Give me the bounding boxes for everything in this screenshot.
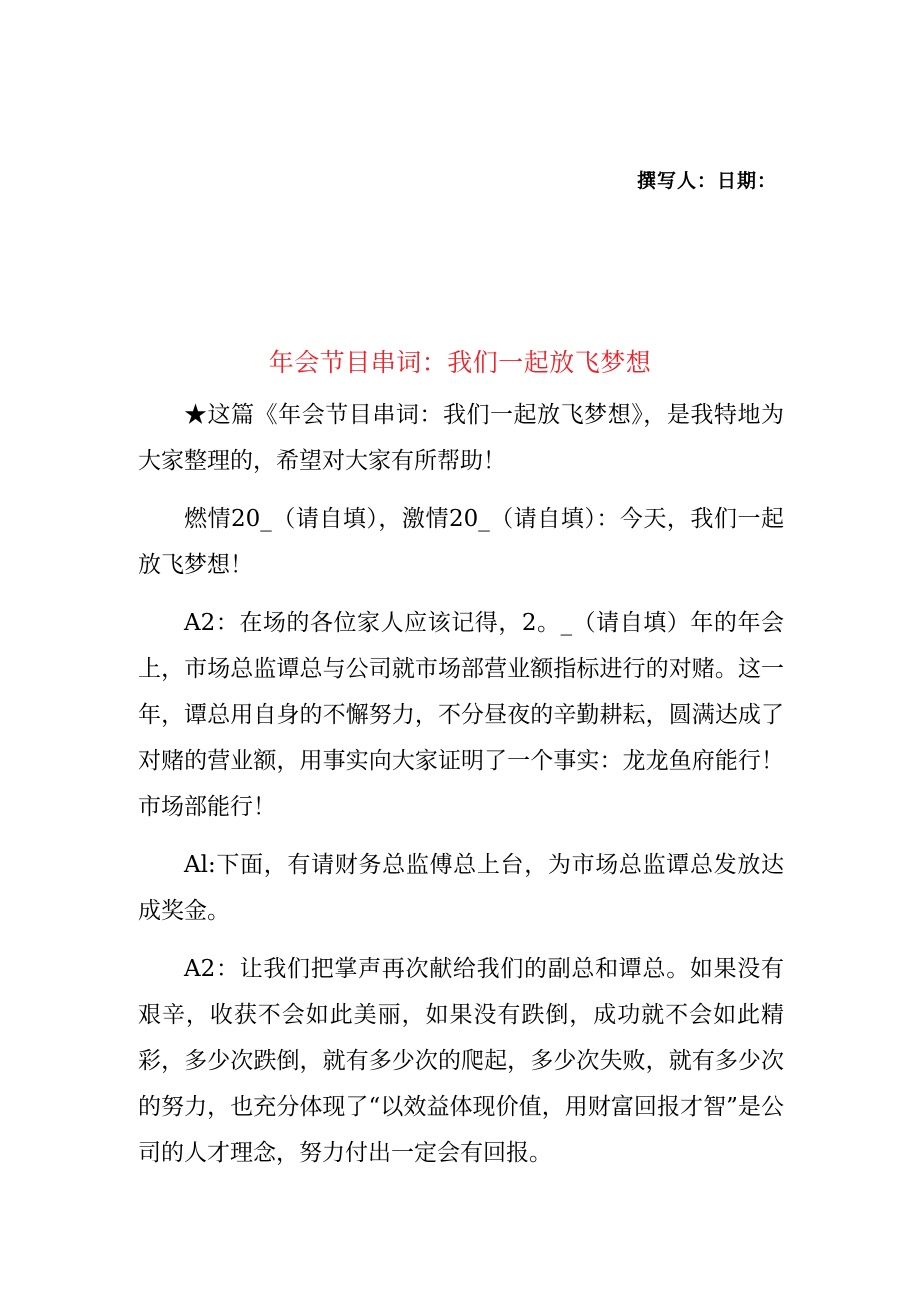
paragraph-a2-bet: A2：在场的各位家人应该记得，2。_（请自填）年的年会上，市场总监谭总与公司就市场部营业额指标进行的对赌。这一年，谭总用自身的不懈努力，不分昼夜的辛勤耕耘，圆满达成了对赌的营业额，用事实向大家证明了一个事实：龙龙鱼府能行！市场部能行！ [138,610,784,820]
author-date-line: 撰写人：日期： [636,170,777,192]
paragraph-a2-applause: A2：让我们把掌声再次献给我们的副总和谭总。如果没有艰辛，收获不会如此美丽，如果没有跌倒，成功就不会如此精彩，多少次跌倒，就有多少次的爬起，多少次失败，就有多少次的努力，也充分体现了“以效益体现价值，用财富回报才智”是公司的人才理念，努力付出一定会有回报。 [138,956,784,1166]
paragraph-a1-bonus: Al:下面，有请财务总监傅总上台，为市场总监谭总发放达成奖金。 [138,852,784,924]
document-title: 年会节目串词：我们一起放飞梦想 [268,348,652,377]
paragraph-opening: 燃情20_（请自填），激情20_（请自填）：今天，我们一起放飞梦想！ [138,506,784,578]
paragraph-intro: ★这篇《年会节目串词：我们一起放飞梦想》，是我特地为大家整理的，希望对大家有所帮助！ [138,402,784,474]
document-body [138,392,784,1188]
